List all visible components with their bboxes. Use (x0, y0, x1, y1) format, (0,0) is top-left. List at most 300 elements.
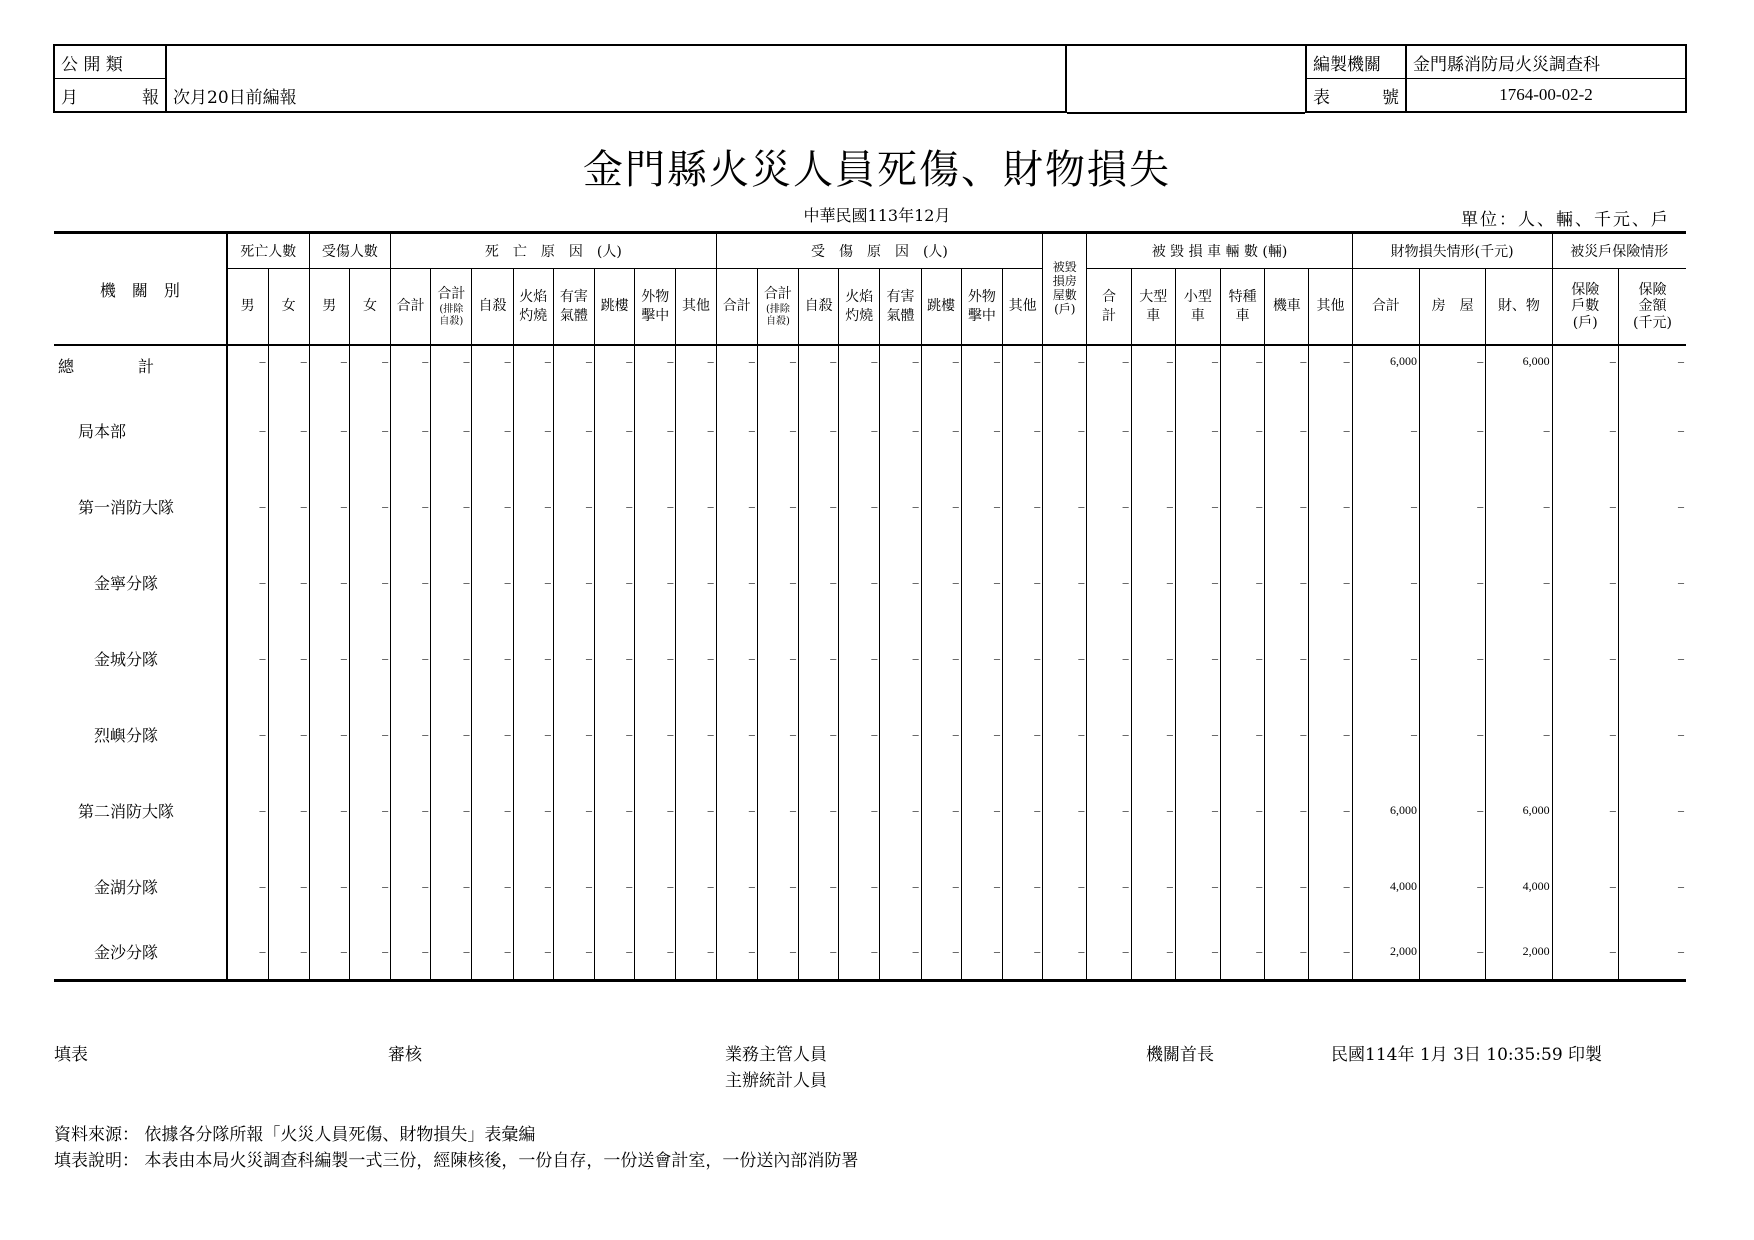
dash-cell: – (1087, 772, 1131, 848)
dash-cell: – (1002, 620, 1042, 696)
header-left-box (53, 44, 1067, 113)
insured-amount-cell: – (1618, 772, 1686, 848)
dash-cell: – (1131, 848, 1175, 924)
death-burn-header: 火焰 灼燒 (513, 269, 553, 346)
dash-cell: – (1221, 772, 1265, 848)
dash-cell: – (1265, 848, 1309, 924)
property-goods-cell: 2,000 (1486, 924, 1552, 981)
dash-cell: – (676, 620, 716, 696)
dash-cell: – (921, 392, 961, 468)
dash-cell: – (961, 392, 1002, 468)
dash-cell: – (921, 848, 961, 924)
dash-cell: – (268, 392, 309, 468)
dash-cell: – (676, 544, 716, 620)
dash-cell: – (676, 772, 716, 848)
dash-cell: – (799, 544, 839, 620)
injury-other-header: 其他 (1002, 269, 1042, 346)
dash-cell: – (431, 392, 472, 468)
dash-cell: – (799, 345, 839, 392)
property-house-cell: – (1419, 772, 1485, 848)
property-total-cell: 6,000 (1352, 772, 1419, 848)
dash-cell: – (880, 848, 921, 924)
dash-cell: – (349, 620, 390, 696)
property-total-cell: – (1352, 544, 1419, 620)
dash-cell: – (553, 848, 594, 924)
dash-cell: – (880, 924, 921, 981)
monthly-label: 月 報 (54, 79, 166, 113)
dash-cell: – (921, 544, 961, 620)
injury-total-excl-header: 合計 (排除 自殺) (757, 269, 798, 346)
dash-cell: – (757, 772, 798, 848)
dash-cell: – (1002, 924, 1042, 981)
injury-total-header: 合計 (716, 269, 757, 346)
dash-cell: – (309, 924, 349, 981)
dash-cell: – (309, 544, 349, 620)
dash-cell: – (1002, 848, 1042, 924)
dash-cell: – (839, 772, 880, 848)
dash-cell: – (921, 345, 961, 392)
dash-cell: – (880, 544, 921, 620)
dash-cell: – (1175, 345, 1220, 392)
insured-households-cell: – (1552, 696, 1618, 772)
dash-cell: – (472, 620, 513, 696)
death-jump-header: 跳樓 (595, 269, 635, 346)
dash-cell: – (1265, 696, 1309, 772)
dash-cell: – (635, 924, 676, 981)
dash-cell: – (921, 620, 961, 696)
dash-cell: – (1043, 848, 1087, 924)
dash-cell: – (227, 544, 268, 620)
dash-cell: – (431, 468, 472, 544)
dash-cell: – (391, 696, 431, 772)
dash-cell: – (1175, 848, 1220, 924)
property-goods-cell: – (1486, 620, 1552, 696)
insured-amount-cell: – (1618, 345, 1686, 392)
death-cause-header: 死 亡 原 因 (人) (391, 233, 717, 269)
injury-cause-header: 受 傷 原 因 (人) (716, 233, 1043, 269)
dash-cell: – (757, 468, 798, 544)
dash-cell: – (431, 772, 472, 848)
insured-amount-cell: – (1618, 696, 1686, 772)
insured-households-cell: – (1552, 392, 1618, 468)
dash-cell: – (716, 772, 757, 848)
dash-cell: – (268, 620, 309, 696)
dash-cell: – (431, 696, 472, 772)
injury-burn-header: 火焰 灼燒 (839, 269, 880, 346)
dash-cell: – (268, 696, 309, 772)
dash-cell: – (757, 848, 798, 924)
property-goods-cell: – (1486, 392, 1552, 468)
dash-cell: – (309, 696, 349, 772)
property-house-cell: – (1419, 924, 1485, 981)
table-row (54, 544, 1686, 620)
dash-cell: – (553, 696, 594, 772)
dash-cell: – (227, 696, 268, 772)
property-total-cell: – (1352, 392, 1419, 468)
dash-cell: – (1309, 696, 1352, 772)
dash-cell: – (309, 620, 349, 696)
dash-cell: – (268, 544, 309, 620)
insured-households-cell: – (1552, 772, 1618, 848)
empty-cell (166, 45, 1066, 79)
statistics-table (54, 231, 1686, 982)
insured-households-header: 保險 戶數 (戶) (1552, 269, 1618, 346)
dash-cell: – (595, 924, 635, 981)
dash-cell: – (1309, 468, 1352, 544)
insurance-header: 被災戶保險情形 (1552, 233, 1686, 269)
table-row (54, 468, 1686, 544)
dash-cell: – (1131, 345, 1175, 392)
dash-cell: – (1265, 345, 1309, 392)
dash-cell: – (1002, 392, 1042, 468)
agency-name-cell: 第一消防大隊 (54, 468, 227, 544)
dash-cell: – (1087, 345, 1131, 392)
death-count-header: 死亡人數 (227, 233, 309, 269)
dash-cell: – (921, 468, 961, 544)
dash-cell: – (595, 544, 635, 620)
death-hit-header: 外物 擊中 (635, 269, 676, 346)
dash-cell: – (553, 392, 594, 468)
dash-cell: – (1002, 696, 1042, 772)
dash-cell: – (268, 468, 309, 544)
dash-cell: – (1175, 696, 1220, 772)
dash-cell: – (635, 468, 676, 544)
property-total-cell: – (1352, 696, 1419, 772)
vehicle-other-header: 其他 (1309, 269, 1352, 346)
death-male-header: 男 (227, 269, 268, 346)
property-goods-cell: 6,000 (1486, 345, 1552, 392)
dash-cell: – (676, 924, 716, 981)
dash-cell: – (431, 924, 472, 981)
dash-cell: – (1087, 848, 1131, 924)
dash-cell: – (1265, 544, 1309, 620)
dash-cell: – (431, 544, 472, 620)
dash-cell: – (839, 392, 880, 468)
dash-cell: – (1043, 468, 1087, 544)
dash-cell: – (921, 696, 961, 772)
dash-cell: – (391, 772, 431, 848)
dash-cell: – (513, 848, 553, 924)
dash-cell: – (1131, 620, 1175, 696)
dash-cell: – (227, 924, 268, 981)
dash-cell: – (595, 696, 635, 772)
table-row (54, 772, 1686, 848)
dash-cell: – (391, 345, 431, 392)
property-goods-header: 財、物 (1486, 269, 1552, 346)
dash-cell: – (1221, 345, 1265, 392)
dash-cell: – (676, 848, 716, 924)
print-timestamp: 民國114年 1月 3日 10:35:59 印製 (1331, 1045, 1603, 1065)
dash-cell: – (431, 848, 472, 924)
dash-cell: – (309, 468, 349, 544)
dash-cell: – (268, 772, 309, 848)
dash-cell: – (513, 620, 553, 696)
property-house-cell: – (1419, 345, 1485, 392)
dash-cell: – (1309, 544, 1352, 620)
agency-name-cell: 局本部 (54, 392, 227, 468)
dash-cell: – (1043, 772, 1087, 848)
dash-cell: – (309, 848, 349, 924)
agency-name-cell: 金寧分隊 (54, 544, 227, 620)
dash-cell: – (391, 848, 431, 924)
insured-households-cell: – (1552, 468, 1618, 544)
property-goods-cell: 4,000 (1486, 848, 1552, 924)
agency-name-cell: 金湖分隊 (54, 848, 227, 924)
dash-cell: – (391, 544, 431, 620)
dash-cell: – (716, 924, 757, 981)
dash-cell: – (553, 345, 594, 392)
dash-cell: – (716, 696, 757, 772)
dash-cell: – (1043, 345, 1087, 392)
death-suicide-header: 自殺 (472, 269, 513, 346)
dash-cell: – (799, 772, 839, 848)
dash-cell: – (961, 696, 1002, 772)
data-source-note: 資料來源： 依據各分隊所報「火災人員死傷、財物損失」表彙編 (54, 1125, 536, 1145)
property-goods-cell: – (1486, 468, 1552, 544)
property-goods-cell: 6,000 (1486, 772, 1552, 848)
dash-cell: – (227, 392, 268, 468)
dash-cell: – (349, 924, 390, 981)
dash-cell: – (716, 345, 757, 392)
dash-cell: – (309, 392, 349, 468)
dash-cell: – (1175, 392, 1220, 468)
dash-cell: – (799, 620, 839, 696)
injury-female-header: 女 (349, 269, 390, 346)
property-total-cell: 6,000 (1352, 345, 1419, 392)
dash-cell: – (961, 544, 1002, 620)
insured-households-cell: – (1552, 345, 1618, 392)
dash-cell: – (676, 696, 716, 772)
form-number-value: 1764-00-02-2 (1406, 79, 1686, 113)
dash-cell: – (1002, 468, 1042, 544)
dash-cell: – (595, 468, 635, 544)
dash-cell: – (1087, 924, 1131, 981)
dash-cell: – (1175, 924, 1220, 981)
property-total-cell: – (1352, 620, 1419, 696)
dash-cell: – (1043, 924, 1087, 981)
dash-cell: – (635, 696, 676, 772)
table-body (54, 345, 1686, 981)
dash-cell: – (961, 345, 1002, 392)
dash-cell: – (676, 468, 716, 544)
dash-cell: – (349, 345, 390, 392)
dash-cell: – (757, 620, 798, 696)
dash-cell: – (513, 696, 553, 772)
dash-cell: – (349, 544, 390, 620)
dash-cell: – (472, 544, 513, 620)
dash-cell: – (513, 772, 553, 848)
dash-cell: – (472, 345, 513, 392)
table-row (54, 924, 1686, 981)
insured-amount-cell: – (1618, 544, 1686, 620)
dash-cell: – (880, 392, 921, 468)
property-house-cell: – (1419, 620, 1485, 696)
insured-amount-cell: – (1618, 392, 1686, 468)
vehicle-total-header: 合 計 (1087, 269, 1131, 346)
property-total-cell: – (1352, 468, 1419, 544)
dash-cell: – (1043, 696, 1087, 772)
property-house-cell: – (1419, 468, 1485, 544)
report-schedule: 次月20日前編報 (166, 79, 1066, 113)
header-rule (1067, 44, 1305, 114)
damaged-vehicles-header: 被 毀 損 車 輛 數 (輛) (1087, 233, 1352, 269)
dash-cell: – (1309, 848, 1352, 924)
dash-cell: – (716, 468, 757, 544)
dash-cell: – (676, 345, 716, 392)
injury-jump-header: 跳樓 (921, 269, 961, 346)
dash-cell: – (1002, 544, 1042, 620)
agency-name-cell: 烈嶼分隊 (54, 696, 227, 772)
dash-cell: – (635, 544, 676, 620)
dash-cell: – (1309, 392, 1352, 468)
dash-cell: – (391, 924, 431, 981)
form-number-label: 表 號 (1306, 79, 1406, 113)
dash-cell: – (472, 468, 513, 544)
dash-cell: – (268, 848, 309, 924)
agency-name-cell: 金沙分隊 (54, 924, 227, 981)
public-class-label: 公 開 類 (54, 45, 166, 79)
dash-cell: – (268, 924, 309, 981)
dash-cell: – (391, 392, 431, 468)
dash-cell: – (595, 345, 635, 392)
dash-cell: – (880, 620, 921, 696)
property-goods-cell: – (1486, 696, 1552, 772)
insured-amount-header: 保險 金額 (千元) (1618, 269, 1686, 346)
dash-cell: – (513, 924, 553, 981)
property-total-header: 合計 (1352, 269, 1419, 346)
injury-count-header: 受傷人數 (309, 233, 390, 269)
dash-cell: – (309, 772, 349, 848)
dash-cell: – (799, 924, 839, 981)
fill-instruction-note: 填表說明： 本表由本局火災調查科編製一式三份，經陳核後，一份自存，一份送會計室，一份送內部消防署 (54, 1151, 859, 1171)
dash-cell: – (757, 924, 798, 981)
dash-cell: – (635, 620, 676, 696)
dash-cell: – (880, 696, 921, 772)
dash-cell: – (553, 544, 594, 620)
injury-suicide-header: 自殺 (799, 269, 839, 346)
table-row (54, 392, 1686, 468)
dash-cell: – (553, 772, 594, 848)
dash-cell: – (472, 848, 513, 924)
dash-cell: – (635, 772, 676, 848)
dash-cell: – (1265, 392, 1309, 468)
table-row (54, 848, 1686, 924)
property-house-cell: – (1419, 696, 1485, 772)
dash-cell: – (553, 924, 594, 981)
dash-cell: – (1221, 696, 1265, 772)
agency-name-cell: 第二消防大隊 (54, 772, 227, 848)
agency-name-cell: 金城分隊 (54, 620, 227, 696)
dash-cell: – (757, 392, 798, 468)
agency-name-cell: 總 計 (54, 345, 227, 392)
injury-hit-header: 外物 擊中 (961, 269, 1002, 346)
vehicle-small-header: 小型 車 (1175, 269, 1220, 346)
dash-cell: – (1043, 392, 1087, 468)
dash-cell: – (1175, 544, 1220, 620)
dash-cell: – (227, 772, 268, 848)
dash-cell: – (716, 848, 757, 924)
dash-cell: – (1087, 696, 1131, 772)
dash-cell: – (431, 620, 472, 696)
dash-cell: – (799, 848, 839, 924)
insured-households-cell: – (1552, 544, 1618, 620)
dash-cell: – (1131, 696, 1175, 772)
dash-cell: – (595, 620, 635, 696)
dash-cell: – (553, 620, 594, 696)
dash-cell: – (472, 924, 513, 981)
dash-cell: – (716, 544, 757, 620)
dash-cell: – (595, 772, 635, 848)
agency-column-header: 機 關 別 (54, 233, 227, 346)
dash-cell: – (553, 468, 594, 544)
dash-cell: – (839, 345, 880, 392)
death-gas-header: 有害 氣體 (553, 269, 594, 346)
dash-cell: – (635, 345, 676, 392)
dash-cell: – (349, 772, 390, 848)
dash-cell: – (1131, 924, 1175, 981)
dash-cell: – (921, 924, 961, 981)
dash-cell: – (472, 392, 513, 468)
table-row (54, 620, 1686, 696)
dash-cell: – (1221, 392, 1265, 468)
dash-cell: – (513, 345, 553, 392)
dash-cell: – (1087, 544, 1131, 620)
dash-cell: – (227, 620, 268, 696)
dash-cell: – (716, 620, 757, 696)
insured-amount-cell: – (1618, 924, 1686, 981)
vehicle-moto-header: 機車 (1265, 269, 1309, 346)
page-title: 金門縣火災人員死傷、財物損失 (583, 147, 1171, 193)
dash-cell: – (716, 392, 757, 468)
property-total-cell: 2,000 (1352, 924, 1419, 981)
death-total-header: 合計 (391, 269, 431, 346)
dash-cell: – (799, 696, 839, 772)
property-loss-header: 財物損失情形(千元) (1352, 233, 1552, 269)
dash-cell: – (757, 696, 798, 772)
dash-cell: – (1175, 772, 1220, 848)
table-row (54, 345, 1686, 392)
property-house-cell: – (1419, 392, 1485, 468)
dash-cell: – (880, 345, 921, 392)
dash-cell: – (880, 772, 921, 848)
dash-cell: – (921, 772, 961, 848)
dash-cell: – (1309, 345, 1352, 392)
dash-cell: – (961, 924, 1002, 981)
unit-label: 單位：人、輛、千元、戶 (1461, 210, 1670, 230)
insured-amount-cell: – (1618, 848, 1686, 924)
dash-cell: – (961, 620, 1002, 696)
dash-cell: – (880, 468, 921, 544)
dash-cell: – (839, 620, 880, 696)
dash-cell: – (472, 772, 513, 848)
dash-cell: – (1221, 924, 1265, 981)
table-row (54, 696, 1686, 772)
dash-cell: – (1265, 620, 1309, 696)
dash-cell: – (1175, 620, 1220, 696)
dash-cell: – (1309, 772, 1352, 848)
dash-cell: – (757, 544, 798, 620)
dash-cell: – (1087, 620, 1131, 696)
dash-cell: – (757, 345, 798, 392)
agency-label: 編製機關 (1306, 45, 1406, 79)
agency-head-label: 機關首長 (1146, 1045, 1214, 1065)
business-manager-label: 業務主管人員 (725, 1045, 827, 1065)
dash-cell: – (1087, 392, 1131, 468)
dash-cell: – (1309, 620, 1352, 696)
insured-households-cell: – (1552, 924, 1618, 981)
injury-gas-header: 有害 氣體 (880, 269, 921, 346)
dash-cell: – (961, 468, 1002, 544)
